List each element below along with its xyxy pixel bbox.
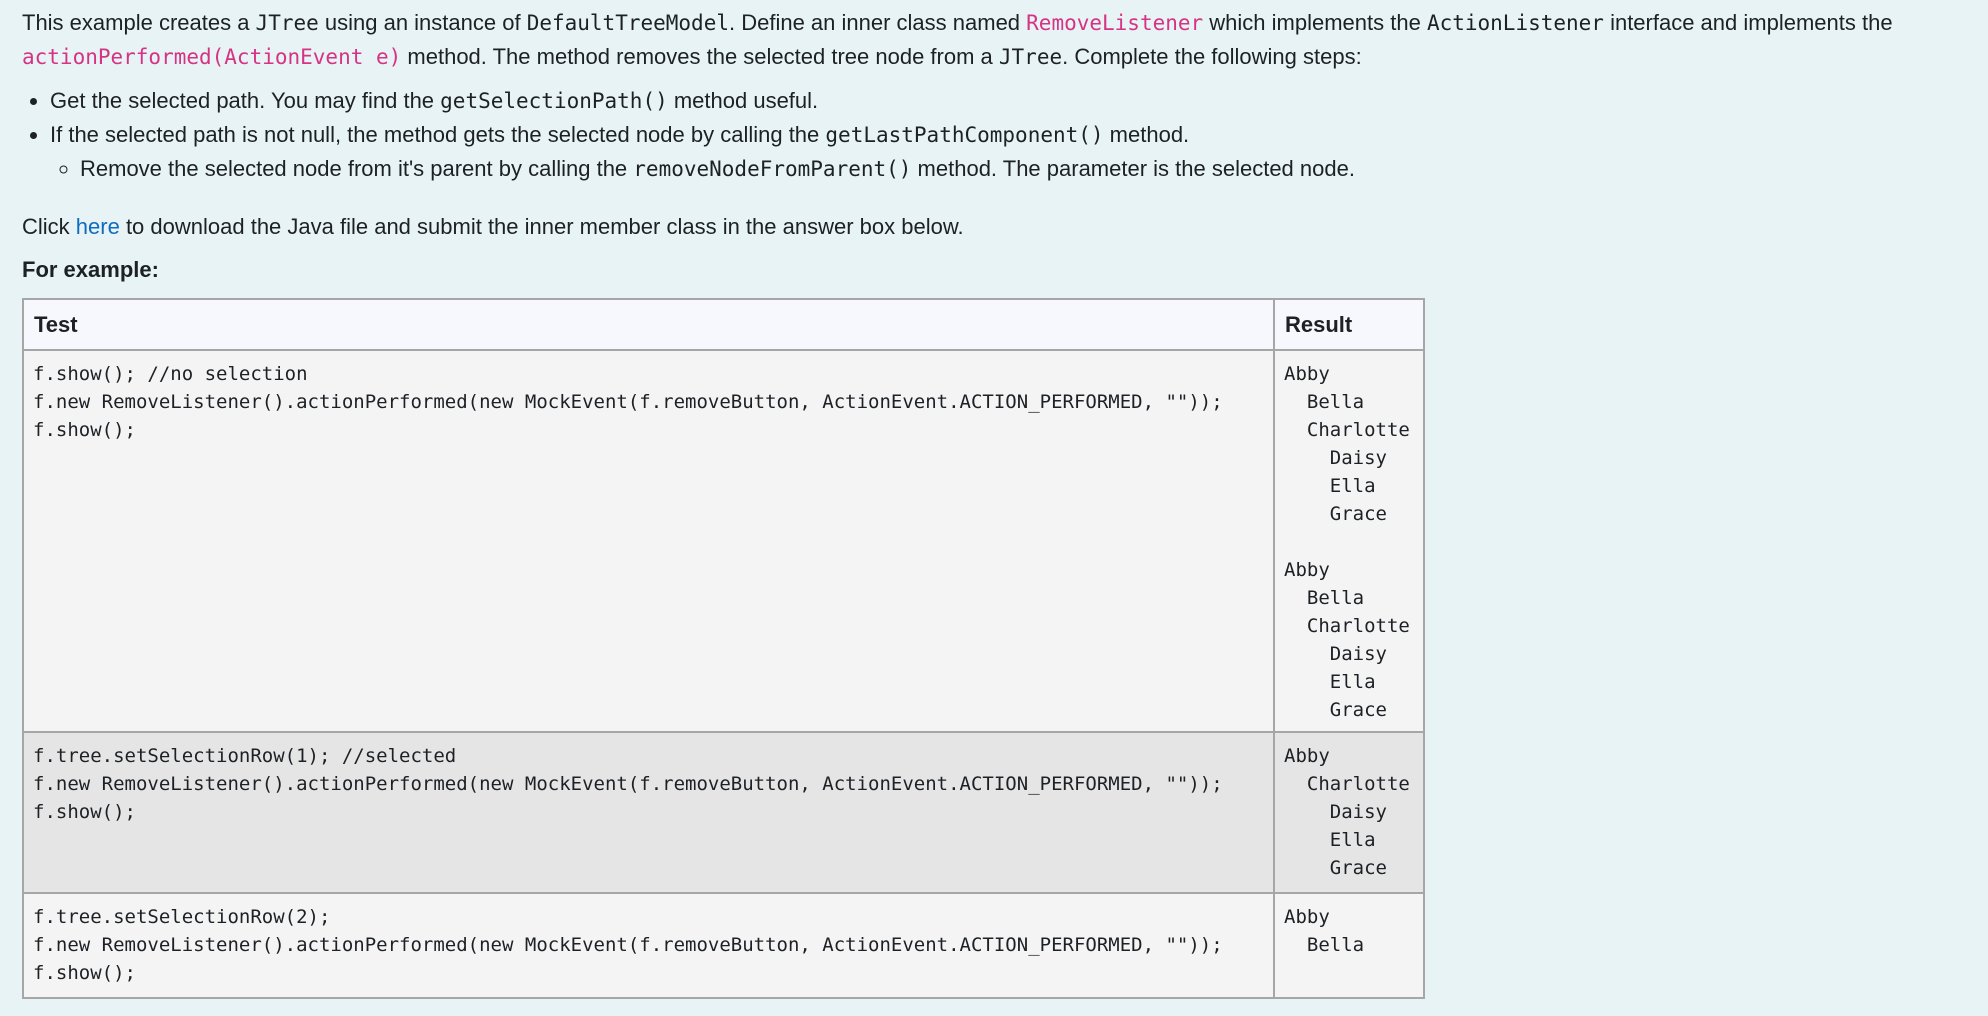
inline-code-actionperformed: actionPerformed(ActionEvent e) [22,45,402,69]
sub-step-item [80,152,1972,186]
step-text: If the selected path is not null, the method gets the selected node by calling the [50,122,826,147]
table-row [23,350,1424,732]
result-output: Abby Charlotte Daisy Ella Grace [1284,745,1410,879]
download-text: Click [22,214,76,239]
test-code: f.tree.setSelectionRow(1); //selected f.new RemoveListener().actionPerformed(new MockEvent(f.removeButton, ActionEvent.ACTION_PERFORMED, "")); f.show(); [33,745,1223,823]
inline-code-removelistener: RemoveListener [1026,11,1204,35]
column-header-test: Test [23,299,1274,350]
table-header-row [23,299,1424,350]
inline-code-jtree: JTree [998,45,1063,69]
result-cell [1274,893,1424,998]
step-item [50,118,1972,186]
inline-code-jtree: JTree [255,11,319,35]
step-text: Get the selected path. You may find the [50,88,441,113]
intro-text: method. The method removes the selected tree node from a [401,44,999,69]
inline-code-getselectionpath: getSelectionPath() [440,89,668,113]
sub-steps-list [50,152,1972,186]
result-cell [1274,732,1424,893]
intro-text: . Complete the following steps: [1062,44,1362,69]
test-cell [23,732,1274,893]
intro-text: interface and implements the [1603,10,1893,35]
step-item [50,84,1972,118]
column-header-result: Result [1274,299,1424,350]
result-output: Abby Bella [1284,906,1365,956]
step-text: method. [1103,122,1190,147]
inline-code-actionlistener: ActionListener [1426,11,1604,35]
download-link[interactable]: here [75,214,120,239]
test-cell [23,893,1274,998]
test-code: f.tree.setSelectionRow(2); f.new RemoveListener().actionPerformed(new MockEvent(f.removeButton, ActionEvent.ACTION_PERFORMED, "")); f.show(); [33,906,1223,984]
inline-code-removenodefromparent: removeNodeFromParent() [633,157,912,181]
test-cell [23,350,1274,732]
download-instructions [22,210,1972,244]
examples-table [22,298,1425,999]
result-output: Abby Bella Charlotte Daisy Ella Grace Abby Bella Charlotte Daisy Ella Grace [1284,363,1410,721]
intro-text: which implements the [1203,10,1427,35]
step-text: Remove the selected node from it's parent by calling the [80,156,634,181]
table-row [23,893,1424,998]
intro-paragraph [22,6,1972,74]
download-text: to download the Java file and submit the inner member class in the answer box below. [119,214,964,239]
steps-list [22,84,1972,186]
test-code: f.show(); //no selection f.new RemoveListener().actionPerformed(new MockEvent(f.removeButton, ActionEvent.ACTION_PERFORMED, "")); f.show(); [33,363,1223,441]
for-example-heading: For example: [22,257,159,282]
intro-text: This example creates a [22,10,256,35]
step-text: method useful. [667,88,819,113]
inline-code-defaulttreemodel: DefaultTreeModel [526,11,729,35]
table-row [23,732,1424,893]
question-text [22,6,1972,287]
inline-code-getlastpathcomponent: getLastPathComponent() [825,123,1104,147]
intro-text: . Define an inner class named [728,10,1027,35]
step-text: method. The parameter is the selected node. [911,156,1355,181]
result-cell [1274,350,1424,732]
intro-text: using an instance of [318,10,527,35]
